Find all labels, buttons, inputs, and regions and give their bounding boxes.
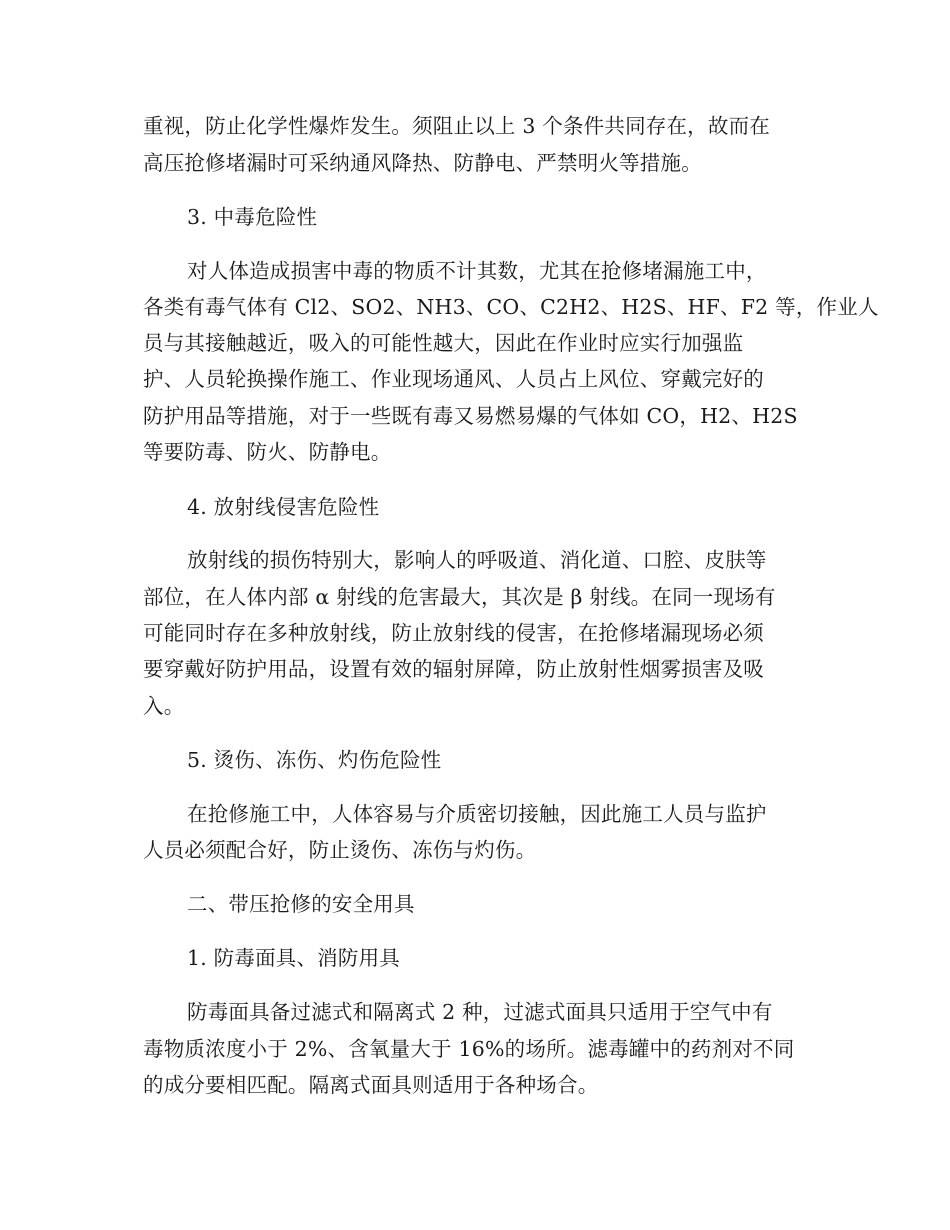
paragraph-line: 员与其接触越近，吸入的可能性越大，因此在作业时应实行加强监 bbox=[143, 331, 744, 355]
section-heading: 3. 中毒危险性 bbox=[187, 205, 318, 229]
paragraph-line: 等要防毒、防火、防静电。 bbox=[143, 440, 392, 464]
section-heading: 1. 防毒面具、消防用具 bbox=[187, 946, 400, 970]
paragraph-line: 护、人员轮换操作施工、作业现场通风、人员占上风位、穿戴完好的 bbox=[143, 367, 764, 391]
section-heading: 5. 烫伤、冻伤、灼伤危险性 bbox=[187, 748, 442, 772]
paragraph-line: 对人体造成损害中毒的物质不计其数，尤其在抢修堵漏施工中， bbox=[187, 259, 767, 283]
paragraph-line: 可能同时存在多种放射线，防止放射线的侵害，在抢修堵漏现场必须 bbox=[143, 621, 764, 645]
paragraph-line: 防护用品等措施，对于一些既有毒又易燃易爆的气体如 CO，H2、H2S bbox=[143, 404, 798, 428]
paragraph-line: 毒物质浓度小于 2%、含氧量大于 16%的场所。滤毒罐中的药剂对不同 bbox=[143, 1037, 795, 1061]
section-heading: 二、带压抢修的安全用具 bbox=[187, 892, 415, 916]
section-heading: 4. 放射线侵害危险性 bbox=[187, 495, 380, 519]
paragraph-line: 人员必须配合好，防止烫伤、冻伤与灼伤。 bbox=[143, 838, 537, 862]
paragraph-line: 部位，在人体内部 α 射线的危害最大，其次是 β 射线。在同一现场有 bbox=[143, 585, 776, 609]
paragraph-line: 放射线的损伤特别大，影响人的呼吸道、消化道、口腔、皮肤等 bbox=[187, 548, 767, 572]
paragraph-line: 要穿戴好防护用品，设置有效的辐射屏障，防止放射性烟雾损害及吸 bbox=[143, 657, 764, 681]
paragraph-line: 高压抢修堵漏时可采纳通风降热、防静电、严禁明火等措施。 bbox=[143, 151, 702, 175]
paragraph-line: 的成分要相匹配。隔离式面具则适用于各种场合。 bbox=[143, 1073, 599, 1097]
paragraph-line: 各类有毒气体有 Cl2、SO2、NH3、CO、C2H2、H2S、HF、F2 等，作业人 bbox=[143, 295, 879, 319]
paragraph-line: 重视，防止化学性爆炸发生。须阻止以上 3 个条件共同存在，故而在 bbox=[143, 114, 770, 138]
paragraph-line: 入。 bbox=[143, 694, 185, 718]
paragraph-line: 在抢修施工中，人体容易与介质密切接触，因此施工人员与监护 bbox=[187, 802, 767, 826]
paragraph-line: 防毒面具备过滤式和隔离式 2 种，过滤式面具只适用于空气中有 bbox=[187, 1000, 773, 1024]
